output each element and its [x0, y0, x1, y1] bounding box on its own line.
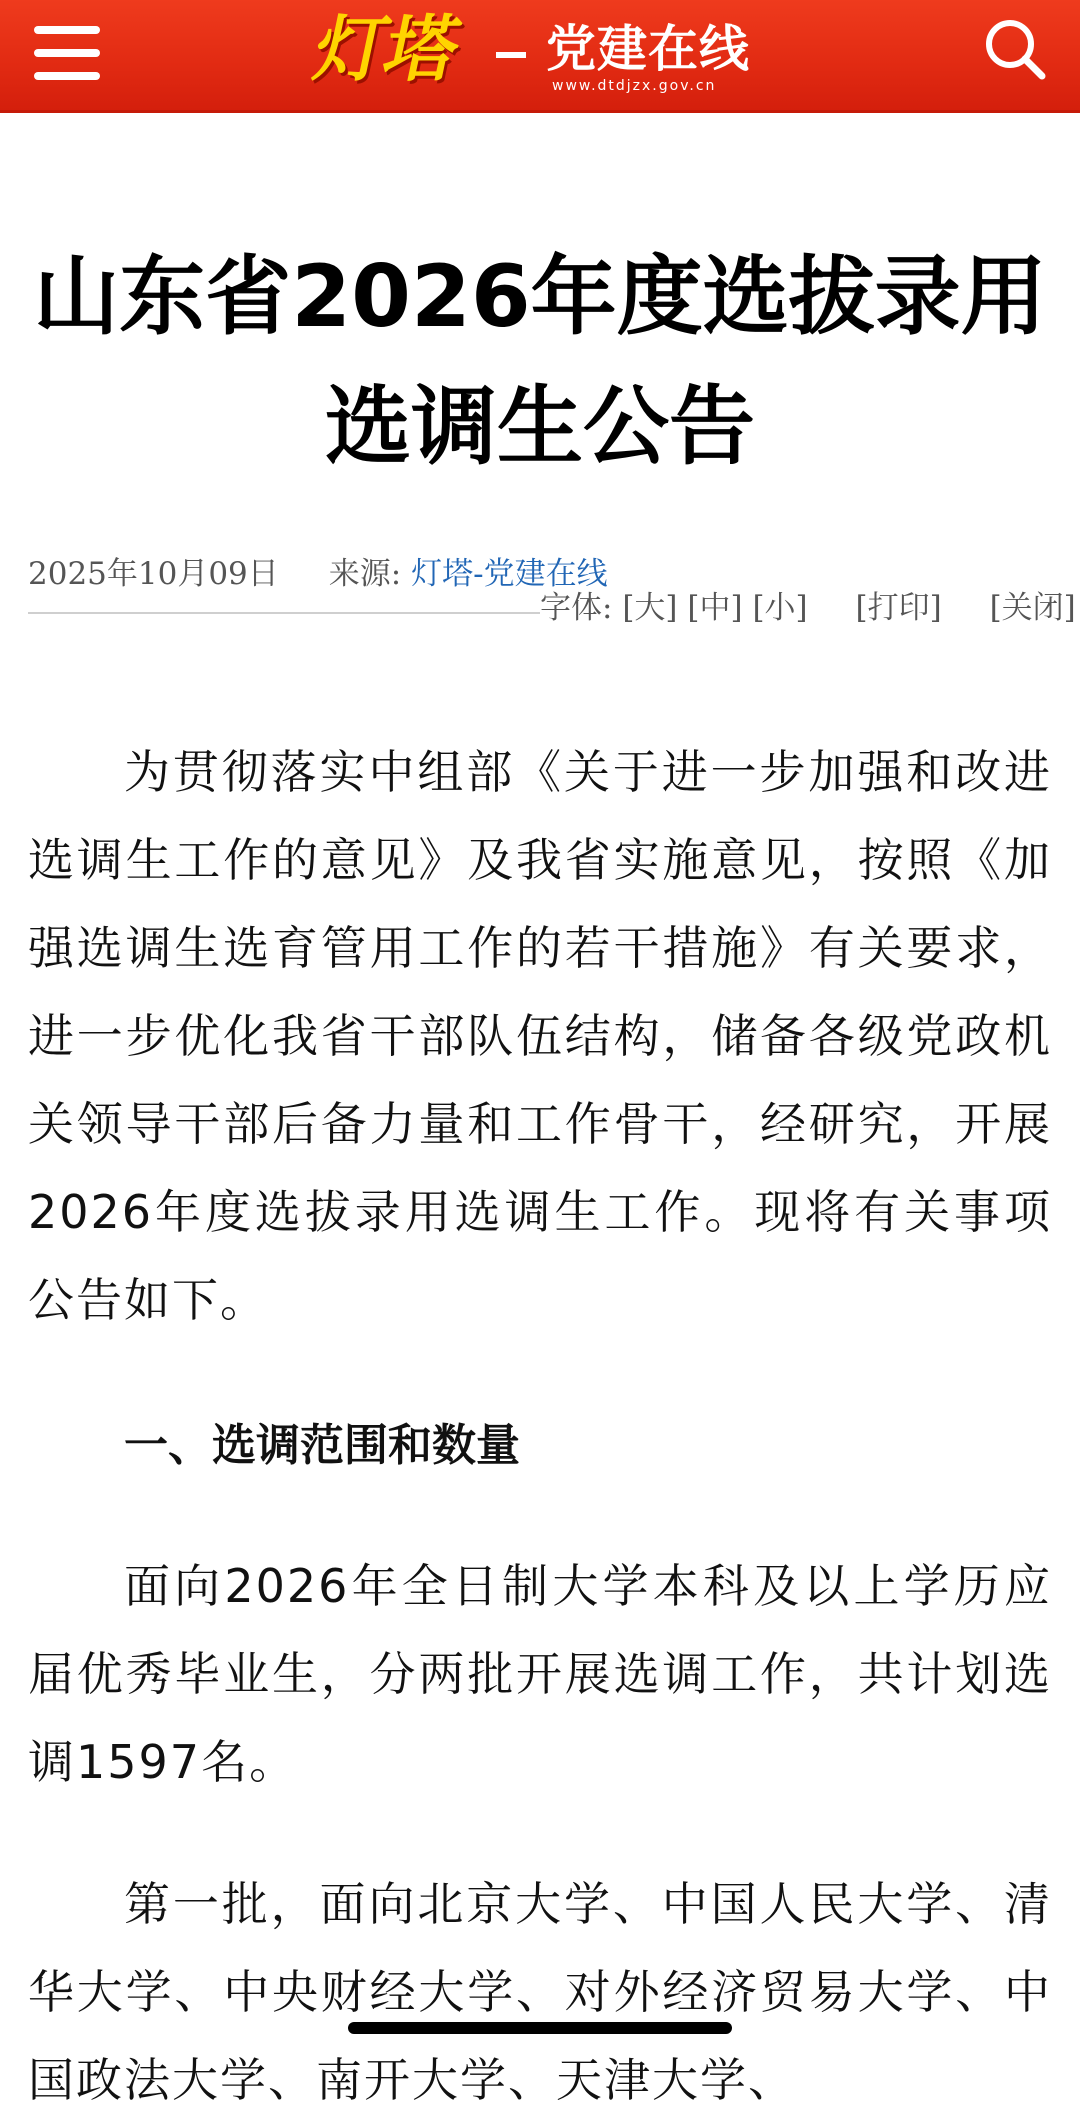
article-meta — [28, 548, 608, 593]
font-size-label: 字体: — [540, 590, 613, 626]
paragraph-intro: 为贯彻落实中组部《关于进一步加强和改进选调生工作的意见》及我省实施意见，按照《加强选调生选育管用工作的若干措施》有关要求，进一步优化我省干部队伍结构，储备各级党政机关领导干部后备力量和工作骨干，经研究，开展2026年度选拔录用选调生工作。现将有关事项公告如下。 — [28, 745, 1052, 1327]
paragraph-first-batch: 第一批，面向北京大学、中国人民大学、清华大学、中央财经大学、对外经济贸易大学、中国政法大学、南开大学、天津大学、 — [28, 1877, 1052, 2107]
print-button[interactable]: [打印] — [855, 590, 942, 626]
hamburger-menu-icon[interactable] — [34, 22, 104, 84]
search-icon[interactable] — [980, 14, 1050, 84]
logo-mark: 灯塔 — [307, 6, 466, 91]
article-tools — [540, 582, 1076, 627]
logo-text: 党建在线 — [546, 19, 750, 78]
top-navigation-bar — [0, 0, 1080, 113]
logo-dash — [496, 52, 526, 58]
meta-divider — [28, 612, 540, 614]
font-large-button[interactable]: [大] — [622, 590, 678, 626]
home-indicator[interactable] — [348, 2022, 732, 2034]
site-logo[interactable] — [307, 4, 780, 102]
close-button[interactable]: [关闭] — [989, 590, 1076, 626]
publish-date: 2025年10月09日 — [28, 556, 279, 592]
source-label: 来源: — [328, 556, 402, 592]
article-title: 山东省2026年度选拔录用选调生公告 — [33, 247, 1047, 477]
logo-url: www.dtdjzx.gov.cn — [552, 78, 717, 94]
section-heading: 一、选调范围和数量 — [124, 1420, 520, 1471]
source-link[interactable]: 灯塔-党建在线 — [411, 556, 608, 592]
font-medium-button[interactable]: [中] — [687, 590, 743, 626]
font-small-button[interactable]: [小] — [752, 590, 808, 626]
paragraph-scope: 面向2026年全日制大学本科及以上学历应届优秀毕业生，分两批开展选调工作，共计划选调1597名。 — [28, 1559, 1052, 1789]
